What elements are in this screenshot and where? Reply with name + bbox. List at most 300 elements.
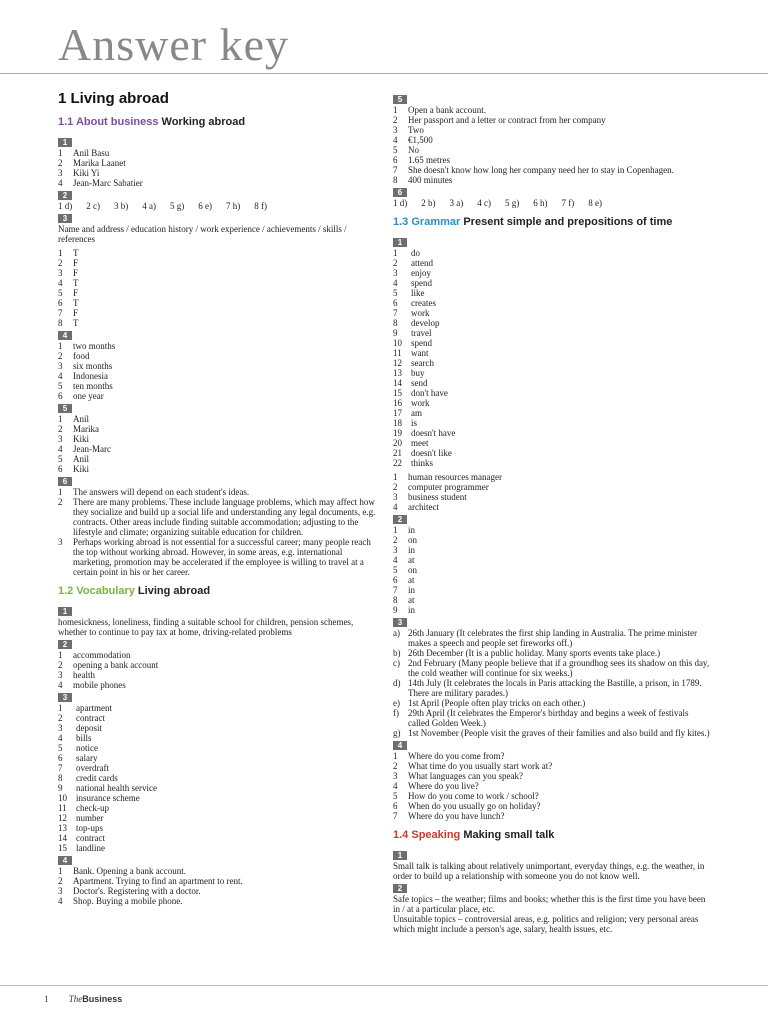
section-title: Working abroad	[161, 116, 246, 128]
item-number: 6	[393, 575, 398, 585]
item-text: human resources manager	[408, 472, 502, 482]
section-heading-1-4	[393, 829, 711, 842]
item-number: 21	[393, 448, 402, 458]
item-text: in	[408, 605, 416, 615]
item-text: Shop. Buying a mobile phone.	[73, 896, 183, 906]
item-text: T	[73, 318, 79, 328]
item-text: accommodation	[73, 650, 131, 660]
item-number: 1	[58, 703, 63, 713]
item-number: 6	[58, 464, 63, 474]
list-item	[393, 378, 711, 388]
item-text: F	[73, 268, 79, 278]
item-text: Where do you live?	[408, 781, 479, 791]
answer-cell: 2 b)	[421, 198, 436, 208]
answer-text: homesickness, loneliness, finding a suitable school for children, pension schemes, whether to continue to pay tax at home, driving-related problems	[58, 617, 354, 637]
item-text: salary	[76, 753, 98, 763]
item-number: 4	[393, 135, 398, 145]
list-item	[393, 728, 711, 738]
list-item	[58, 763, 376, 773]
item-text: No	[408, 145, 419, 155]
list-item	[58, 248, 376, 258]
list-item	[58, 298, 376, 308]
item-text: T	[73, 248, 79, 258]
item-number: 6	[58, 298, 63, 308]
answer-cell: 4 c)	[477, 198, 491, 208]
item-number: 5	[58, 381, 63, 391]
item-number: 5	[393, 791, 398, 801]
section-title: Making small talk	[463, 829, 555, 841]
list-item	[393, 535, 711, 545]
answer-cell: 3 b)	[114, 201, 129, 211]
list-item	[58, 680, 376, 690]
exercise-badge: 1	[393, 238, 407, 247]
list-item	[393, 458, 711, 468]
answer-cell: 8 e)	[588, 198, 602, 208]
item-text: When do you usually go on holiday?	[408, 801, 541, 811]
item-number: 1	[58, 248, 63, 258]
list-item	[58, 464, 376, 474]
exercise-badge: 3	[393, 618, 407, 627]
item-number: 3	[58, 434, 63, 444]
item-number: 11	[393, 348, 402, 358]
item-text: Anil	[73, 454, 90, 464]
item-number: 4	[58, 278, 63, 288]
list-item	[58, 158, 376, 168]
item-number: 4	[58, 680, 63, 690]
list-item	[58, 308, 376, 318]
list-item	[58, 723, 376, 733]
section-keyword: Speaking	[411, 829, 461, 841]
item-number: 14	[58, 833, 67, 843]
section-number: 1.4	[393, 829, 409, 841]
answer-text: Small talk is talking about relatively unimportant, everyday things, e.g. the weather, in order to build up a relationship with someone you do not know well.	[393, 861, 705, 881]
item-number: 3	[58, 886, 63, 896]
list-item	[393, 155, 711, 165]
item-number: 2	[58, 351, 63, 361]
item-number: 15	[58, 843, 67, 853]
item-number: 4	[393, 278, 398, 288]
item-text: architect	[408, 502, 439, 512]
brand-name: Business	[82, 994, 123, 1004]
item-number: 1	[58, 148, 63, 158]
exercise-badge: 3	[58, 214, 72, 223]
list-item	[58, 434, 376, 444]
answer-cell: 8 f)	[254, 201, 267, 211]
item-number: 2	[58, 713, 63, 723]
list-item	[393, 585, 711, 595]
item-text: at	[408, 595, 415, 605]
list-item	[393, 801, 711, 811]
exercise-badge: 5	[58, 404, 72, 413]
list-item	[58, 278, 376, 288]
exercise-badge: 4	[58, 856, 72, 865]
answer-row	[58, 201, 376, 211]
item-text: Where do you come from?	[408, 751, 505, 761]
item-number: 1	[58, 650, 63, 660]
brand-the: The	[68, 994, 83, 1004]
item-number: 9	[58, 783, 63, 793]
item-text: insurance scheme	[76, 793, 140, 803]
item-text: attend	[411, 258, 433, 268]
item-number: 7	[393, 811, 398, 821]
item-text: Anil Basu	[73, 148, 110, 158]
item-number: 4	[393, 502, 398, 512]
item-text: send	[411, 378, 428, 388]
item-number: 22	[393, 458, 402, 468]
list-item	[393, 482, 711, 492]
list-item	[393, 575, 711, 585]
item-text: Jean-Marc Sabatier	[73, 178, 143, 188]
list-item	[393, 145, 711, 155]
item-number: 2	[393, 761, 398, 771]
section-heading-1-3	[393, 216, 711, 229]
answer-list	[58, 341, 376, 401]
item-text: bills	[76, 733, 92, 743]
item-text: Marika Laanet	[73, 158, 126, 168]
list-item	[58, 650, 376, 660]
item-text: work	[411, 398, 430, 408]
item-number: 3	[58, 670, 63, 680]
exercise-badge: 1	[393, 851, 407, 860]
answer-list	[393, 628, 711, 738]
list-item	[393, 358, 711, 368]
list-item	[393, 248, 711, 258]
title-divider	[0, 73, 768, 74]
item-number: 2	[58, 424, 63, 434]
section-heading-1-2	[58, 585, 376, 598]
item-text: doesn't like	[411, 448, 452, 458]
item-number: 1	[393, 105, 398, 115]
answer-cell: 1 d)	[58, 201, 73, 211]
item-number: 6	[393, 801, 398, 811]
list-item	[393, 125, 711, 135]
exercise-badge: 3	[58, 693, 72, 702]
item-number: 10	[58, 793, 67, 803]
list-item	[393, 628, 711, 648]
item-text: €1,500	[408, 135, 433, 145]
item-number: 9	[393, 605, 398, 615]
item-number: 7	[393, 308, 398, 318]
list-item	[393, 135, 711, 145]
item-text: check-up	[76, 803, 109, 813]
item-text: 1.65 metres	[408, 155, 450, 165]
item-text: food	[73, 351, 90, 361]
item-text: creates	[411, 298, 436, 308]
item-number: 5	[58, 288, 63, 298]
item-number: 2	[58, 258, 63, 268]
list-item	[58, 454, 376, 464]
item-text: buy	[411, 368, 425, 378]
list-item	[58, 537, 376, 577]
item-text: in	[408, 525, 416, 535]
item-text: 400 minutes	[408, 175, 453, 185]
list-item	[393, 781, 711, 791]
item-text: am	[411, 408, 422, 418]
item-text: 2nd February (Many people believe that if a groundhog sees its shadow on this day, the cold weather will continue for six weeks.)	[408, 658, 710, 678]
list-item	[58, 178, 376, 188]
item-number: 10	[393, 338, 402, 348]
item-text: at	[408, 555, 415, 565]
item-text: T	[73, 298, 79, 308]
right-column	[393, 92, 711, 934]
item-number: 5	[393, 565, 398, 575]
item-text: business student	[408, 492, 467, 502]
item-text: notice	[76, 743, 98, 753]
list-item	[393, 555, 711, 565]
list-item	[58, 803, 376, 813]
item-text: want	[411, 348, 429, 358]
answer-list	[58, 148, 376, 188]
item-text: Marika	[73, 424, 99, 434]
list-item	[393, 298, 711, 308]
list-item	[58, 497, 376, 537]
item-number: 13	[58, 823, 67, 833]
item-number: 3	[393, 268, 398, 278]
list-item	[393, 595, 711, 605]
item-text: do	[411, 248, 420, 258]
list-item	[58, 823, 376, 833]
item-letter: f)	[393, 708, 399, 718]
item-number: 1	[393, 472, 398, 482]
list-item	[393, 278, 711, 288]
item-text: number	[76, 813, 104, 823]
list-item	[393, 258, 711, 268]
item-number: 6	[393, 298, 398, 308]
list-item	[58, 258, 376, 268]
item-text: ten months	[73, 381, 113, 391]
list-item	[393, 288, 711, 298]
list-item	[58, 833, 376, 843]
item-number: 2	[58, 876, 63, 886]
item-text: 26th December (It is a public holiday. Many sports events take place.)	[408, 648, 661, 658]
item-text: Indonesia	[73, 371, 108, 381]
item-text: doesn't have	[411, 428, 456, 438]
item-number: 7	[58, 763, 63, 773]
item-text: in	[408, 545, 416, 555]
list-item	[393, 175, 711, 185]
list-item	[58, 487, 376, 497]
list-item	[58, 444, 376, 454]
answer-cell: 2 c)	[86, 201, 100, 211]
list-item	[393, 698, 711, 708]
page-number: 1	[44, 994, 49, 1004]
item-text: six months	[73, 361, 113, 371]
list-item	[58, 876, 376, 886]
item-text: contract	[76, 713, 105, 723]
item-number: 3	[393, 545, 398, 555]
item-text: overdraft	[76, 763, 109, 773]
list-item	[58, 391, 376, 401]
item-text: What time do you usually start work at?	[408, 761, 553, 771]
item-text: 1st November (People visit the graves of their families and also build and fly kites.)	[408, 728, 710, 738]
item-text: F	[73, 258, 79, 268]
list-item	[393, 565, 711, 575]
list-item	[393, 811, 711, 821]
item-letter: d)	[393, 678, 401, 688]
unit-title: 1 Living abroad	[58, 90, 169, 107]
item-number: 6	[393, 155, 398, 165]
list-item	[393, 165, 711, 175]
item-text: enjoy	[411, 268, 431, 278]
item-number: 5	[58, 743, 63, 753]
item-number: 3	[393, 492, 398, 502]
list-item	[393, 605, 711, 615]
item-number: 5	[58, 454, 63, 464]
list-item	[393, 525, 711, 535]
answer-list	[393, 751, 711, 821]
list-item	[393, 428, 711, 438]
item-number: 2	[393, 115, 398, 125]
item-number: 5	[393, 288, 398, 298]
item-text: Kiki Yi	[73, 168, 100, 178]
list-item	[58, 670, 376, 680]
item-text: 29th April (It celebrates the Emperor's birthday and begins a week of festivals called Golden Week.)	[408, 708, 689, 728]
item-text: meet	[411, 438, 429, 448]
item-number: 7	[393, 165, 398, 175]
item-text: in	[408, 585, 416, 595]
section-keyword: About business	[75, 116, 159, 128]
item-text: How do you come to work / school?	[408, 791, 539, 801]
answer-list	[393, 105, 711, 185]
answer-list	[393, 525, 711, 615]
answer-cell: 4 a)	[142, 201, 156, 211]
item-number: 1	[58, 341, 63, 351]
item-number: 8	[58, 318, 63, 328]
list-item	[58, 148, 376, 158]
item-number: 1	[58, 487, 63, 497]
item-number: 1	[393, 525, 398, 535]
item-number: 7	[58, 308, 63, 318]
item-number: 8	[393, 175, 398, 185]
list-item	[58, 886, 376, 896]
item-text: Kiki	[73, 434, 90, 444]
list-item	[393, 105, 711, 115]
list-item	[393, 308, 711, 318]
item-number: 1	[393, 751, 398, 761]
item-number: 2	[393, 482, 398, 492]
exercise-badge: 2	[58, 640, 72, 649]
item-number: 8	[393, 318, 398, 328]
item-text: like	[411, 288, 425, 298]
item-number: 3	[58, 268, 63, 278]
list-item	[393, 398, 711, 408]
item-text: 14th July (It celebrates the locals in Paris attacking the Bastille, a prison, in 1789. There are military parades.)	[408, 678, 702, 698]
exercise-badge: 2	[393, 515, 407, 524]
list-item	[58, 351, 376, 361]
page-footer	[44, 994, 122, 1004]
item-text: Open a bank account.	[408, 105, 486, 115]
item-number: 3	[58, 168, 63, 178]
answer-cell: 5 g)	[505, 198, 520, 208]
list-item	[58, 896, 376, 906]
footer-divider	[0, 985, 768, 986]
item-text: Jean-Marc	[73, 444, 111, 454]
exercise-badge: 1	[58, 607, 72, 616]
list-item	[393, 338, 711, 348]
item-text: Where do you have lunch?	[408, 811, 505, 821]
list-item	[58, 753, 376, 763]
item-text: computer programmer	[408, 482, 489, 492]
item-letter: e)	[393, 698, 400, 708]
item-text: apartment	[76, 703, 112, 713]
exercise-badge: 6	[393, 188, 407, 197]
item-text: opening a bank account	[73, 660, 159, 670]
item-text: contract	[76, 833, 105, 843]
item-text: F	[73, 308, 79, 318]
item-number: 4	[58, 371, 63, 381]
list-item	[58, 371, 376, 381]
section-number: 1.3	[393, 216, 409, 228]
item-number: 6	[58, 753, 63, 763]
list-item	[58, 773, 376, 783]
list-item	[58, 268, 376, 278]
list-item	[393, 678, 711, 698]
item-number: 9	[393, 328, 398, 338]
item-text: thinks	[411, 458, 434, 468]
item-text: Apartment. Trying to find an apartment to rent.	[73, 876, 243, 886]
item-number: 2	[58, 497, 63, 507]
item-text: Kiki	[73, 464, 90, 474]
answer-cell: 6 e)	[198, 201, 212, 211]
item-text: Her passport and a letter or contract from her company	[408, 115, 606, 125]
item-number: 2	[58, 158, 63, 168]
item-number: 17	[393, 408, 402, 418]
list-item	[58, 743, 376, 753]
item-number: 8	[393, 595, 398, 605]
item-number: 3	[58, 537, 63, 547]
item-number: 2	[393, 258, 398, 268]
left-column	[58, 88, 376, 906]
item-letter: a)	[393, 628, 400, 638]
item-text: Anil	[73, 414, 90, 424]
item-text: 26th January (It celebrates the first ship landing in Australia. The prime minister makes a speech and people set fireworks off.)	[408, 628, 698, 648]
item-text: search	[411, 358, 434, 368]
list-item	[393, 368, 711, 378]
item-number: 8	[58, 773, 63, 783]
item-number: 20	[393, 438, 402, 448]
item-number: 12	[393, 358, 402, 368]
answer-cell: 6 h)	[533, 198, 548, 208]
item-text: on	[408, 565, 417, 575]
item-number: 16	[393, 398, 402, 408]
item-number: 12	[58, 813, 67, 823]
answer-list	[58, 487, 376, 577]
answer-row	[393, 198, 711, 208]
item-number: 4	[58, 896, 63, 906]
exercise-badge: 5	[393, 95, 407, 104]
item-text: There are many problems. These include language problems, which may affect how they socialize and build up a social life and understanding any legal documents, e.g. contracts. Other areas include finding suitable accommodation; adjusting to the lifestyle and climate; organizing suitable education for children.	[73, 497, 376, 537]
list-item	[58, 381, 376, 391]
exercise-badge: 2	[393, 884, 407, 893]
section-number: 1.1	[58, 116, 74, 128]
answer-text: Name and address / education history / work experience / achievements / skills / references	[58, 224, 347, 244]
item-text: don't have	[411, 388, 448, 398]
list-item	[58, 660, 376, 670]
list-item	[58, 424, 376, 434]
list-item	[393, 761, 711, 771]
list-item	[393, 708, 711, 728]
answer-cell: 1 d)	[393, 198, 408, 208]
item-text: health	[73, 670, 95, 680]
list-item	[58, 866, 376, 876]
item-number: 4	[58, 178, 63, 188]
list-item	[58, 288, 376, 298]
item-text: F	[73, 288, 79, 298]
answer-text: Unsuitable topics – controversial areas, e.g. politics and religion; very personal areas which might include a person's age, salary, health issues, etc.	[393, 914, 699, 934]
answer-list	[58, 650, 376, 690]
item-text: two months	[73, 341, 116, 351]
item-text: spend	[411, 278, 432, 288]
